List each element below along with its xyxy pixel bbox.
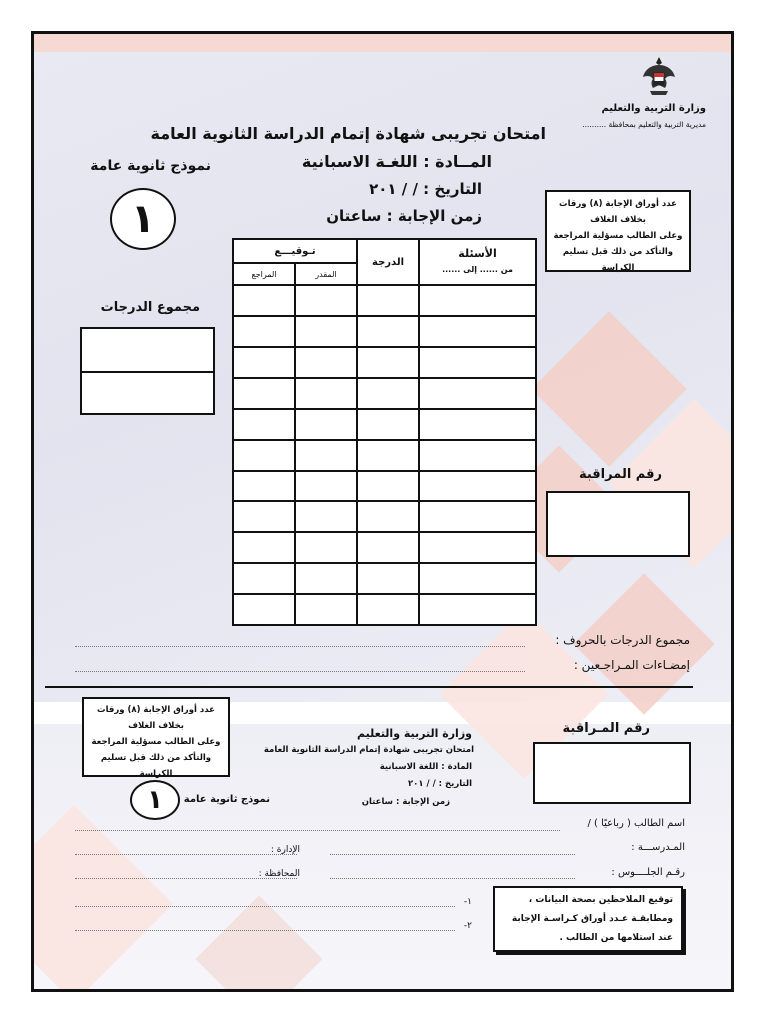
question-cell[interactable] (419, 347, 536, 378)
total-grades-box[interactable] (80, 327, 215, 415)
total-in-words-line[interactable] (75, 646, 525, 647)
estimator-signature-cell[interactable] (295, 563, 357, 594)
grade-row (233, 347, 536, 378)
lower-model-label: نموذج ثانوية عامة (183, 794, 270, 805)
notice-line: وعلى الطالب مسؤلية المراجعة (91, 737, 221, 747)
question-cell[interactable] (419, 285, 536, 316)
estimator-signature-cell[interactable] (295, 440, 357, 471)
reviewer-header-label: المراجع (251, 269, 277, 279)
estimator-signature-cell[interactable] (295, 378, 357, 409)
seat-number-label: رقـم الجلــــوس : (611, 867, 685, 878)
grade-cell[interactable] (357, 316, 419, 347)
seat-number-line[interactable] (330, 878, 575, 879)
grade-cell[interactable] (357, 285, 419, 316)
question-cell[interactable] (419, 532, 536, 563)
signature-header (233, 239, 357, 263)
estimator-header (295, 263, 357, 285)
observer-item-1: -١ (463, 897, 472, 907)
model-number: ١ (130, 196, 156, 242)
model-label: نموذج ثانوية عامة (90, 158, 211, 174)
grade-row (233, 532, 536, 563)
observers-line: ومطابقـة عـدد أوراق كـراسـة الإجابة (511, 914, 673, 924)
reviewer-signature-cell[interactable] (233, 285, 295, 316)
questions-range-label: من ...... إلى ...... (442, 265, 513, 275)
reviewer-signature-cell[interactable] (233, 532, 295, 563)
student-name-label: اسم الطالب ( رباعيًا ) / (587, 818, 685, 829)
date-label: التاريخ : / / ٢٠١ (369, 180, 482, 198)
grade-cell[interactable] (357, 378, 419, 409)
reviewer-signature-cell[interactable] (233, 347, 295, 378)
grade-row (233, 316, 536, 347)
grade-cell[interactable] (357, 347, 419, 378)
lower-answer-sheets-notice (82, 697, 230, 777)
grade-row (233, 471, 536, 502)
monitor-number-label: رقم المراقبة (578, 467, 662, 482)
grade-row (233, 563, 536, 594)
notice-line: وعلى الطالب مسؤلية المراجعة (553, 231, 683, 241)
answer-time-label: زمن الإجابة : ساعتان (326, 207, 482, 225)
reviewer-signature-cell[interactable] (233, 409, 295, 440)
observer-line-2[interactable] (75, 930, 455, 931)
grade-header-label: الدرجة (372, 256, 405, 268)
reviewer-signature-cell[interactable] (233, 378, 295, 409)
governorate-label: المحافظة : (258, 869, 300, 879)
grade-row (233, 409, 536, 440)
notice-line: بخلاف الغلاف (590, 215, 646, 225)
question-cell[interactable] (419, 594, 536, 625)
reviewer-signature-cell[interactable] (233, 563, 295, 594)
notice-line: عدد أوراق الإجابة (٨) ورقات (97, 705, 215, 715)
question-cell[interactable] (419, 440, 536, 471)
question-cell[interactable] (419, 563, 536, 594)
reviewer-signature-cell[interactable] (233, 594, 295, 625)
estimator-header-label: المقدر (315, 269, 337, 279)
observers-signature-box (493, 886, 683, 952)
lower-ministry-name: وزارة التربية والتعليم (357, 727, 472, 740)
estimator-signature-cell[interactable] (295, 532, 357, 563)
estimator-signature-cell[interactable] (295, 594, 357, 625)
signature-header-label: تـوقيـــع (274, 245, 316, 257)
questions-header-label: الأسئلة (458, 247, 497, 261)
grade-cell[interactable] (357, 532, 419, 563)
observers-line: عند استلامها من الطالب . (559, 933, 673, 943)
total-grades-label: مجموع الدرجات (100, 300, 200, 315)
reviewer-signature-cell[interactable] (233, 316, 295, 347)
estimator-signature-cell[interactable] (295, 316, 357, 347)
grade-cell[interactable] (357, 409, 419, 440)
questions-header (419, 239, 536, 285)
observers-line: توقيع الملاحظين بصحة البيانات ، (528, 895, 673, 905)
grade-cell[interactable] (357, 501, 419, 532)
top-stripe (34, 34, 731, 52)
lower-exam-title: امتحان تجريبى شهادة إتمام الدراسة الثانوية العامة (263, 745, 474, 755)
answer-sheets-notice (545, 190, 691, 272)
model-number-circle (110, 188, 176, 250)
exam-title: امتحان تجريبى شهادة إتمام الدراسة الثانوية العامة (150, 124, 546, 143)
lower-model-number: ١ (147, 785, 163, 815)
grade-cell[interactable] (357, 563, 419, 594)
grade-row (233, 285, 536, 316)
question-cell[interactable] (419, 378, 536, 409)
grade-row (233, 378, 536, 409)
grade-row (233, 501, 536, 532)
governorate-line[interactable] (75, 878, 297, 879)
notice-line: عدد أوراق الإجابة (٨) ورقات (559, 199, 677, 209)
grade-row (233, 440, 536, 471)
grade-cell[interactable] (357, 471, 419, 502)
grades-table (232, 238, 537, 626)
total-grades-divider (82, 371, 213, 373)
estimator-signature-cell[interactable] (295, 285, 357, 316)
question-cell[interactable] (419, 471, 536, 502)
administration-label: الإدارة : (270, 845, 300, 855)
ministry-name: وزارة التربية والتعليم (601, 103, 706, 114)
grade-cell[interactable] (357, 440, 419, 471)
question-cell[interactable] (419, 316, 536, 347)
lower-monitor-number-label: رقم المـراقبة (562, 721, 650, 736)
reviewer-header (233, 263, 295, 285)
monitor-number-box[interactable] (546, 491, 690, 557)
lower-subject: المادة : اللغة الاسبانية (379, 762, 472, 772)
notice-line: بخلاف الغلاف (128, 721, 184, 731)
grade-cell[interactable] (357, 594, 419, 625)
question-cell[interactable] (419, 501, 536, 532)
subject-label: المــادة : اللغـة الاسبانية (301, 152, 492, 171)
lower-monitor-number-box[interactable] (533, 742, 691, 804)
reviewer-signature-cell[interactable] (233, 501, 295, 532)
estimator-signature-cell[interactable] (295, 409, 357, 440)
directorate-name: مديرية التربية والتعليم بمحافظة .......... (582, 120, 706, 129)
section-separator (45, 686, 693, 688)
reviewer-signature-cell[interactable] (233, 440, 295, 471)
grade-header (357, 239, 419, 285)
notice-line: والتأكد من ذلك قبل تسليم الكراسة (100, 753, 212, 779)
reviewer-signature-cell[interactable] (233, 471, 295, 502)
lower-date: التاريخ : / / ٢٠١ (407, 779, 472, 789)
school-label: المـدرســـة : (631, 842, 685, 853)
lower-model-number-circle (130, 780, 180, 820)
observer-line-1[interactable] (75, 906, 455, 907)
grade-row (233, 594, 536, 625)
estimator-signature-cell[interactable] (295, 471, 357, 502)
reviewers-signatures-label: إمضـاءات المـراجـعين : (573, 658, 690, 672)
eagle-emblem-icon (642, 55, 676, 99)
reviewers-signatures-line[interactable] (75, 671, 525, 672)
school-line[interactable] (330, 854, 575, 855)
notice-line: والتأكد من ذلك قبل تسليم الكراسة (562, 247, 674, 273)
total-in-words-label: مجموع الدرجات بالحروف : (555, 633, 690, 647)
question-cell[interactable] (419, 409, 536, 440)
estimator-signature-cell[interactable] (295, 501, 357, 532)
student-name-line[interactable] (75, 830, 560, 831)
administration-line[interactable] (75, 854, 297, 855)
lower-answer-time: زمن الإجابة : ساعتان (361, 797, 450, 807)
observer-item-2: -٢ (463, 921, 472, 931)
estimator-signature-cell[interactable] (295, 347, 357, 378)
